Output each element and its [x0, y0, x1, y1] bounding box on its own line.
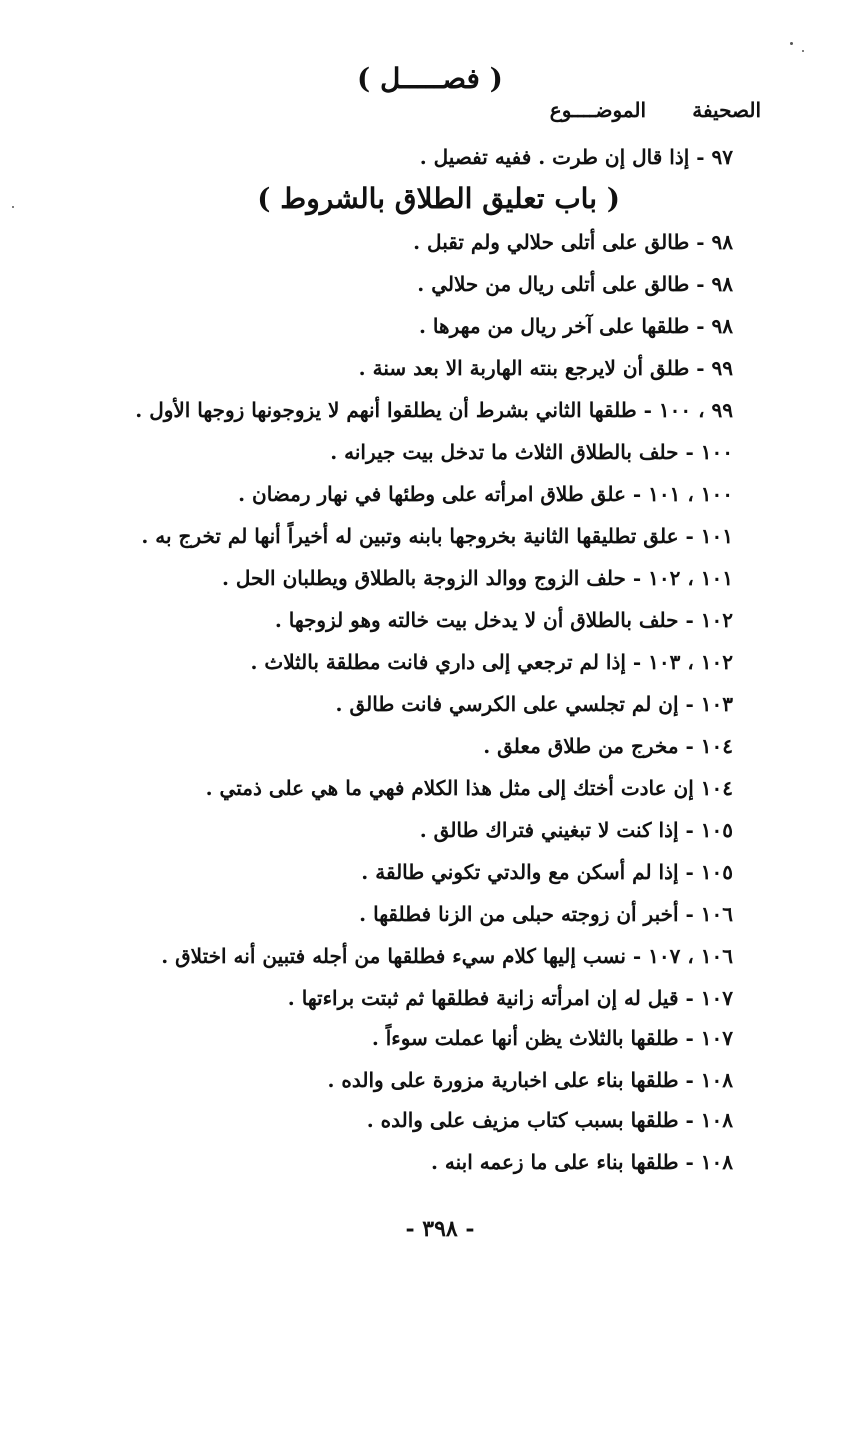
index-entry: ١٠٥ - إذا كنت لا تبغيني فتراك طالق . [419, 818, 733, 842]
chapter-title: ( فصـــــل ) [357, 62, 503, 95]
index-entry: ١٠٣ - إن لم تجلسي على الكرسي فانت طالق . [335, 692, 733, 716]
index-entry: ١٠٥ - إذا لم أسكن مع والدتي تكوني طالقة . [361, 860, 733, 884]
scan-speck [12, 206, 14, 208]
index-entry: ١٠٠ ، ١٠١ - علق طلاق امرأته على وطئها في نهار رمضان . [238, 482, 733, 506]
index-entry: ١٠٠ - حلف بالطلاق الثلاث ما تدخل بيت جيرانه . [330, 440, 733, 464]
column-header-topic: الموضــــوع [549, 98, 646, 122]
index-entry: ٩٨ - طالق على أتلى حلالي ولم تقبل . [413, 230, 733, 254]
index-entry: ١٠٦ - أخبر أن زوجته حبلى من الزنا فطلقها . [359, 902, 733, 926]
scan-speck [802, 50, 804, 52]
index-entry: ١٠٤ إن عادت أختك إلى مثل هذا الكلام فهي ما هي على ذمتي . [205, 776, 733, 800]
section-title: ( باب تعليق الطلاق بالشروط ) [257, 182, 620, 215]
index-entry: ٩٨ - طالق على أتلى ريال من حلالي . [417, 272, 733, 296]
scan-speck [790, 42, 793, 45]
index-entry: ١٠٧ - طلقها بالثلاث يظن أنها عملت سوءاً . [371, 1026, 733, 1050]
index-entry: ١٠٦ ، ١٠٧ - نسب إليها كلام سيء فطلقها من أجله فتبين أنه اختلاق . [161, 944, 733, 968]
index-entry: ٩٧ - إذا قال إن طرت . ففيه تفصيل . [419, 145, 733, 169]
index-entry: ١٠١ - علق تطليقها الثانية بخروجها بابنه وتبين له أخيراً أنها لم تخرج به . [141, 524, 733, 548]
column-header-page: الصحيفة [692, 98, 761, 122]
index-entry: ١٠٢ - حلف بالطلاق أن لا يدخل بيت خالته وهو لزوجها . [274, 608, 733, 632]
index-entry: ٩٩ - طلق أن لايرجع بنته الهاربة الا بعد سنة . [358, 356, 733, 380]
index-entry: ١٠١ ، ١٠٢ - حلف الزوج ووالد الزوجة بالطلاق ويطلبان الحل . [221, 566, 733, 590]
page-number: - ٣٩٨ - [405, 1216, 475, 1242]
index-entry: ٩٨ - طلقها على آخر ريال من مهرها . [419, 314, 733, 338]
index-entry: ١٠٨ - طلقها بناء على ما زعمه ابنه . [430, 1150, 733, 1174]
index-entry: ١٠٤ - مخرج من طلاق معلق . [483, 734, 733, 758]
index-entry: ١٠٨ - طلقها بناء على اخبارية مزورة على والده . [327, 1068, 733, 1092]
index-entry: ٩٩ ، ١٠٠ - طلقها الثاني بشرط أن يطلقوا أنهم لا يزوجونها زوجها الأول . [135, 398, 733, 422]
index-entry: ١٠٢ ، ١٠٣ - إذا لم ترجعي إلى داري فانت مطلقة بالثلاث . [250, 650, 733, 674]
index-entry: ١٠٨ - طلقها بسبب كتاب مزيف على والده . [366, 1108, 733, 1132]
index-entry: ١٠٧ - قيل له إن امرأته زانية فطلقها ثم ثبتت براءتها . [287, 986, 733, 1010]
